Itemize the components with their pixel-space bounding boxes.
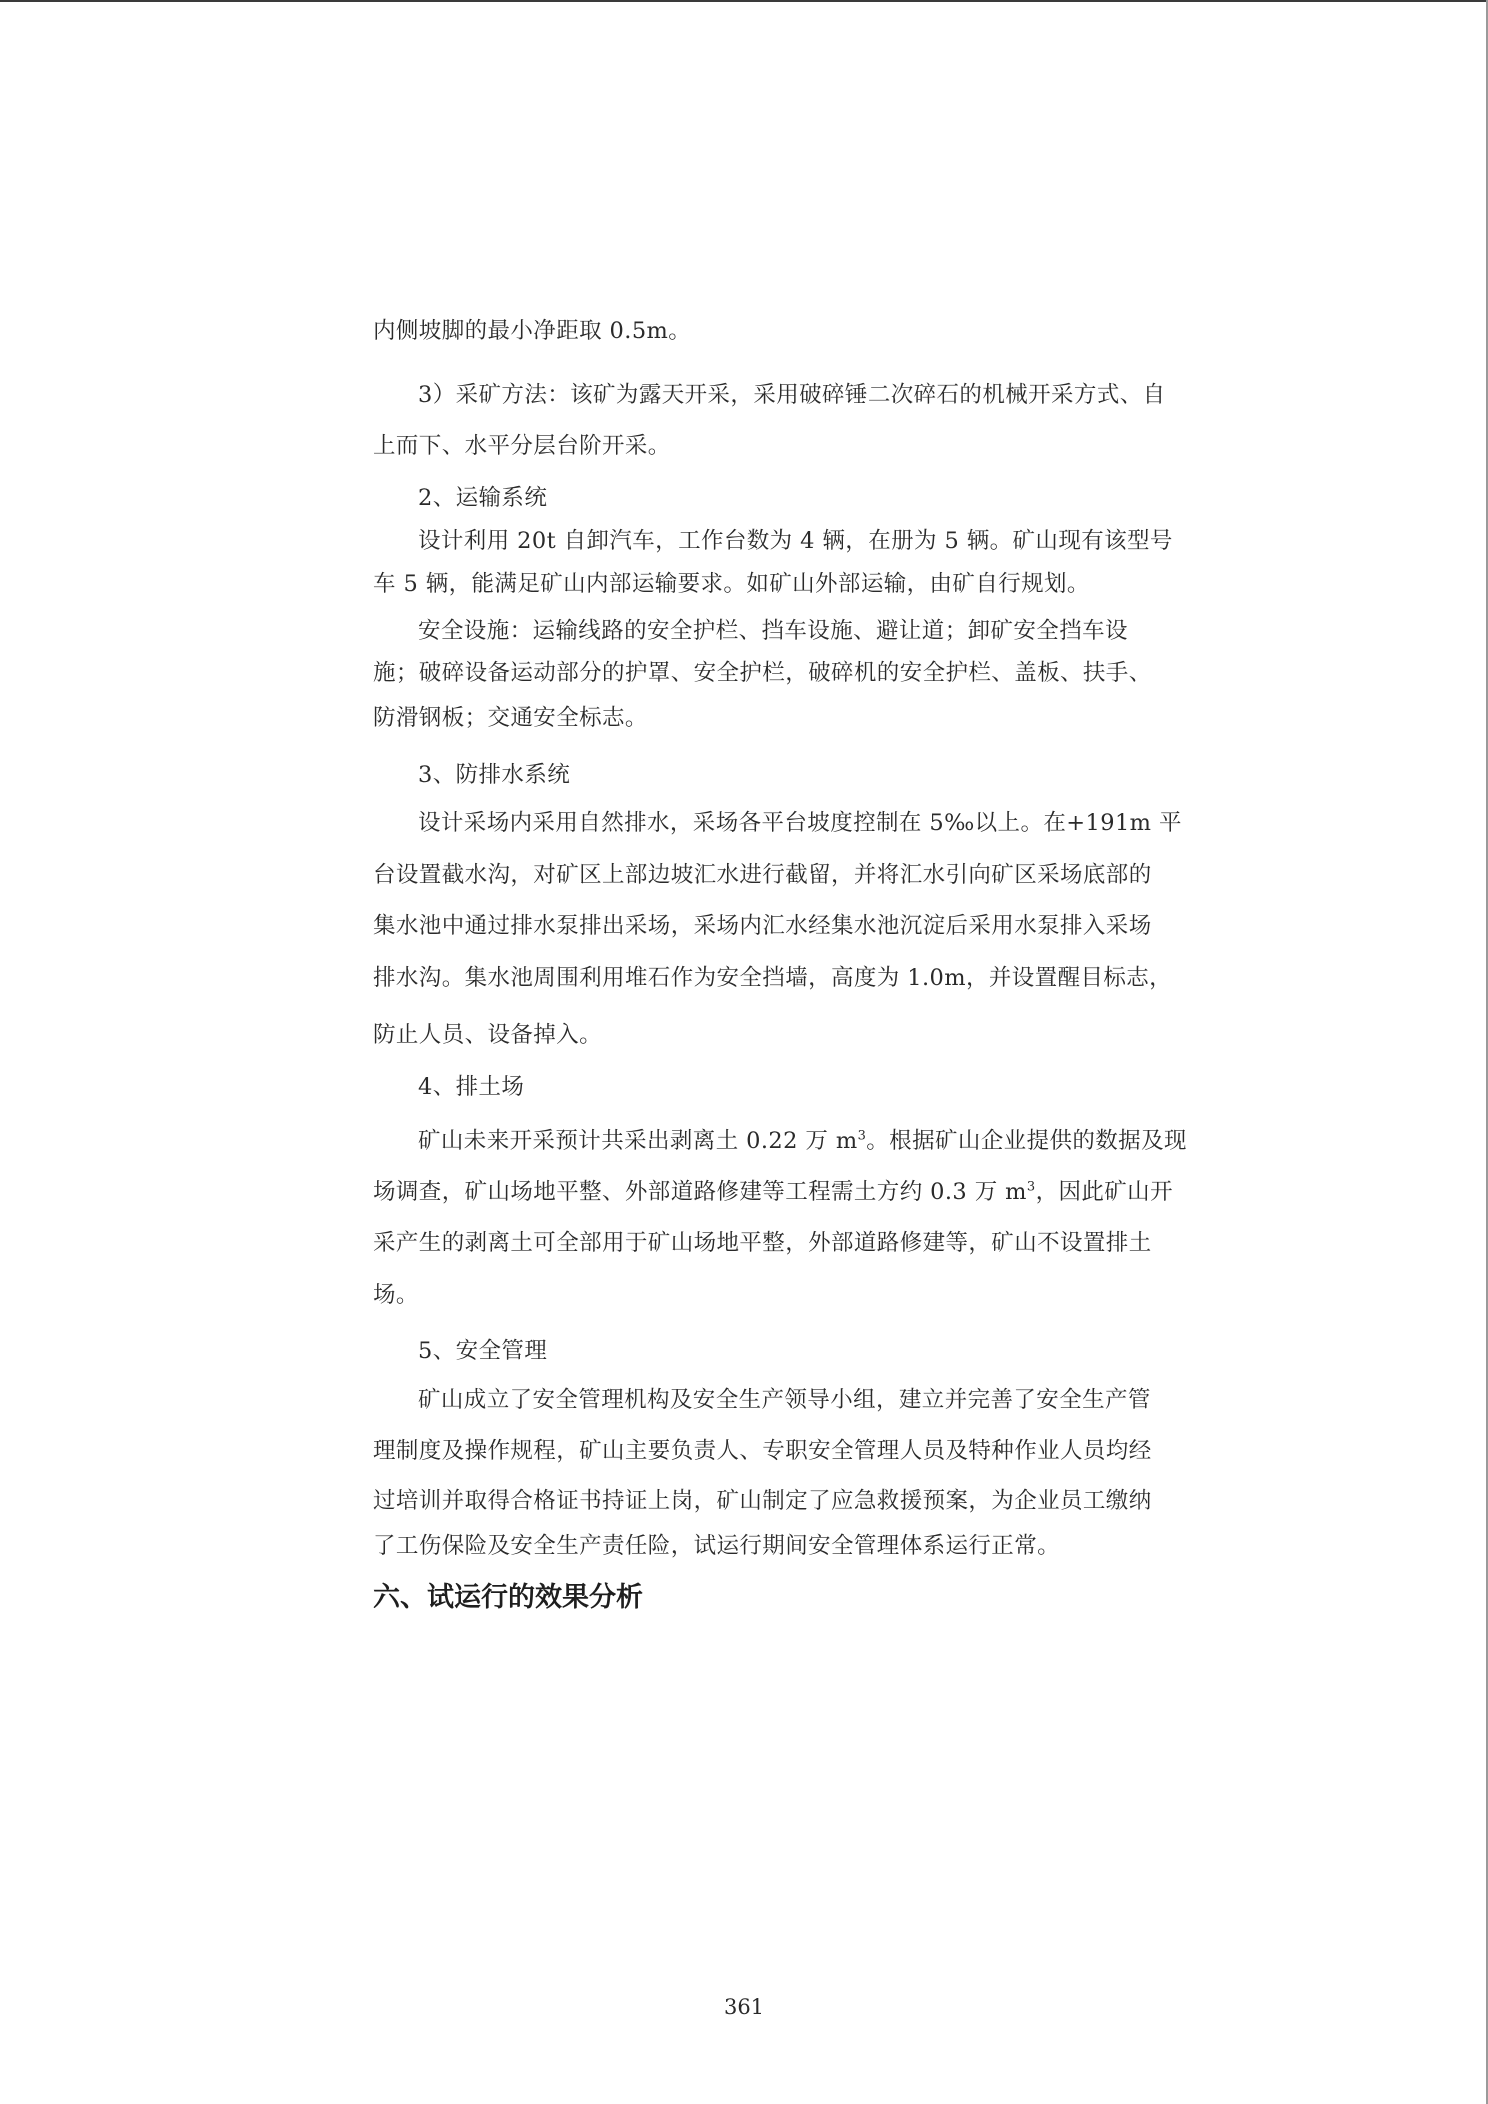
- paragraph-line: 理制度及操作规程，矿山主要负责人、专职安全管理人员及特种作业人员均经: [373, 1438, 1152, 1464]
- paragraph-line: 上而下、水平分层台阶开采。: [373, 433, 671, 459]
- paragraph-line: 采产生的剥离土可全部用于矿山场地平整，外部道路修建等，矿山不设置排土: [373, 1230, 1152, 1256]
- paragraph-line: 场。: [373, 1282, 419, 1308]
- paragraph-line: 防止人员、设备掉入。: [373, 1022, 603, 1048]
- section-heading: 3、防排水系统: [418, 762, 571, 788]
- paragraph-line: 防滑钢板；交通安全标志。: [373, 705, 648, 731]
- paragraph-line: 排水沟。集水池周围利用堆石作为安全挡墙，高度为 1.0m，并设置醒目标志，: [373, 965, 1173, 991]
- section-heading: 4、排土场: [418, 1074, 525, 1100]
- paragraph-line: 3）采矿方法：该矿为露天开采，采用破碎锤二次碎石的机械开采方式、自: [418, 382, 1166, 408]
- paragraph-line: 设计利用 20t 自卸汽车，工作台数为 4 辆，在册为 5 辆。矿山现有该型号: [418, 528, 1173, 554]
- section-heading: 5、安全管理: [418, 1338, 548, 1364]
- paragraph-line: 设计采场内采用自然排水，采场各平台坡度控制在 5‰以上。在+191m 平: [418, 810, 1182, 836]
- paragraph-line: 台设置截水沟，对矿区上部边坡汇水进行截留，并将汇水引向矿区采场底部的: [373, 862, 1152, 888]
- paragraph-line: 安全设施：运输线路的安全护栏、挡车设施、避让道；卸矿安全挡车设: [418, 618, 1128, 644]
- paragraph-line: 车 5 辆，能满足矿山内部运输要求。如矿山外部运输，由矿自行规划。: [373, 571, 1090, 597]
- paragraph-line: 场调查，矿山场地平整、外部道路修建等工程需土方约 0.3 万 $m^3$，因此矿山开: [373, 1179, 1173, 1205]
- paragraph-line: 集水池中通过排水泵排出采场，采场内汇水经集水池沉淀后采用水泵排入采场: [373, 913, 1152, 939]
- paragraph-line: 过培训并取得合格证书持证上岗，矿山制定了应急救援预案，为企业员工缴纳: [373, 1488, 1152, 1514]
- chapter-heading: 六、试运行的效果分析: [373, 1582, 643, 1613]
- page-number: 361: [723, 1995, 765, 2019]
- paragraph-line: 施；破碎设备运动部分的护罩、安全护栏，破碎机的安全护栏、盖板、扶手、: [373, 660, 1152, 686]
- paragraph-line: 矿山未来开采预计共采出剥离土 0.22 万 $m^3$。根据矿山企业提供的数据及现: [418, 1128, 1187, 1154]
- paragraph-line: 矿山成立了安全管理机构及安全生产领导小组，建立并完善了安全生产管: [418, 1387, 1151, 1413]
- paragraph-line: 了工伤保险及安全生产责任险，试运行期间安全管理体系运行正常。: [373, 1533, 1061, 1559]
- page-border-top: [0, 0, 1488, 2]
- paragraph-line: 内侧坡脚的最小净距取 0.5m。: [373, 318, 692, 344]
- section-heading: 2、运输系统: [418, 485, 548, 511]
